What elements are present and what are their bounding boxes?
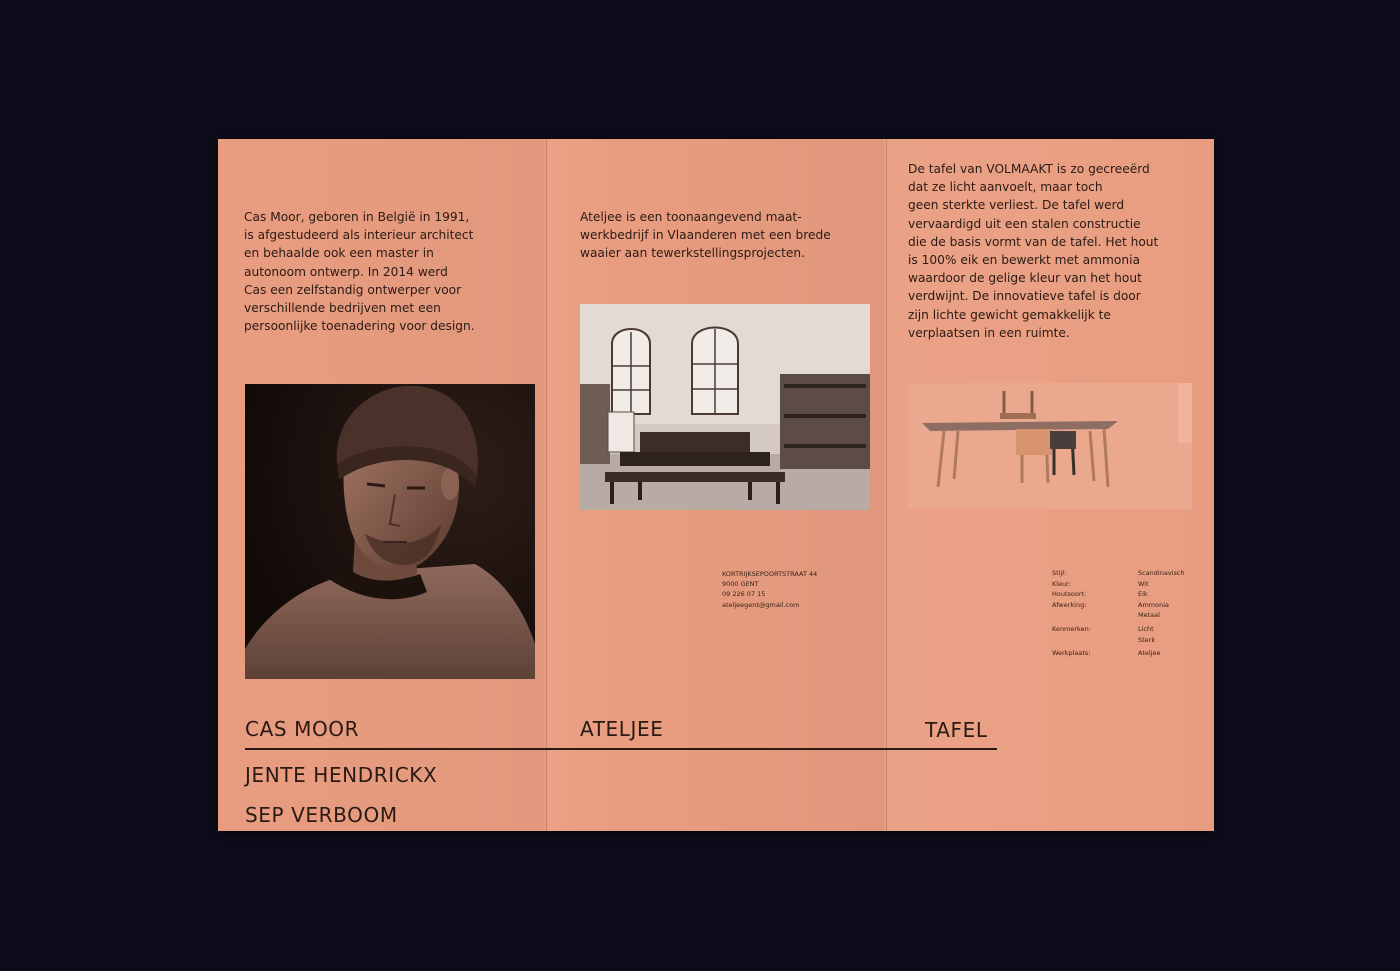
address-city: 9000 GENT bbox=[722, 580, 759, 589]
spec-value: Eik bbox=[1138, 590, 1148, 598]
bio-line: is afgestudeerd als interieur architect bbox=[244, 228, 474, 243]
tafel-line: die de basis vormt van de tafel. Het hout bbox=[908, 234, 1159, 249]
heading-cas-moor: CAS MOOR bbox=[245, 717, 360, 741]
fold-line-left bbox=[546, 139, 547, 831]
spec-value: Sterk bbox=[1138, 635, 1156, 644]
fold-line-right bbox=[886, 139, 887, 831]
tafel-description bbox=[908, 160, 1158, 342]
designer-bio bbox=[244, 208, 475, 335]
ateljee-description bbox=[580, 208, 831, 263]
address-email[interactable]: ateljeegent@gmail.com bbox=[722, 600, 800, 609]
tafel-line: verdwijnt. De innovatieve tafel is door bbox=[908, 289, 1141, 304]
spec-row bbox=[1052, 649, 1212, 659]
folded-brochure bbox=[218, 139, 1214, 831]
heading-ateljee: ATELJEE bbox=[580, 717, 664, 741]
heading-rule bbox=[245, 748, 997, 750]
bio-line: Cas Moor, geboren in België in 1991, bbox=[244, 210, 470, 224]
table-photo bbox=[908, 383, 1192, 509]
tafel-line: is 100% eik en bewerkt met ammonia bbox=[908, 253, 1140, 268]
address-phone: 09 226 07 15 bbox=[722, 590, 766, 599]
workshop-photo bbox=[580, 304, 870, 510]
name-sep: SEP VERBOOM bbox=[245, 803, 398, 827]
spec-row bbox=[1052, 625, 1212, 635]
bio-line: en behaalde ook een master in bbox=[244, 246, 434, 261]
ateljee-line: Ateljee is een toonaangevend maat- bbox=[580, 210, 802, 224]
spec-label: Afwerking: bbox=[1052, 600, 1087, 609]
spec-value: Metaal bbox=[1138, 611, 1160, 619]
ateljee-line: waaier aan tewerkstellingsprojecten. bbox=[580, 246, 806, 261]
spec-label: Houtsoort: bbox=[1052, 590, 1087, 598]
ateljee-line: werkbedrijf in Vlaanderen met een brede bbox=[580, 228, 831, 243]
bio-line: Cas een zelfstandig ontwerper voor bbox=[244, 282, 462, 297]
ateljee-address bbox=[722, 569, 817, 610]
spec-label: Stijl: bbox=[1052, 569, 1067, 577]
spec-row bbox=[1052, 580, 1212, 590]
tafel-line: De tafel van VOLMAAKT is zo gecreeërd bbox=[908, 162, 1150, 176]
bio-line: persoonlijke toenadering voor design. bbox=[244, 319, 475, 334]
spec-label: Kleur: bbox=[1052, 579, 1071, 588]
tafel-line: dat ze licht aanvoelt, maar toch bbox=[908, 180, 1103, 195]
spec-row bbox=[1052, 636, 1212, 646]
spec-value: Ateljee bbox=[1138, 649, 1161, 657]
heading-tafel: TAFEL bbox=[925, 718, 988, 742]
tafel-line: vervaardigd uit een stalen constructie bbox=[908, 216, 1141, 231]
tafel-specs bbox=[1052, 569, 1212, 669]
spec-value: Scandinavisch bbox=[1138, 569, 1185, 577]
tafel-line: verplaatsen in een ruimte. bbox=[908, 325, 1070, 340]
bio-line: verschillende bedrijven met een bbox=[244, 301, 441, 316]
spec-row bbox=[1052, 611, 1212, 621]
tafel-line: waardoor de gelige kleur van het hout bbox=[908, 271, 1142, 286]
address-street: KORTRIJKSEPOORTSTRAAT 44 bbox=[722, 570, 818, 578]
spec-row bbox=[1052, 590, 1212, 600]
portrait-photo bbox=[245, 384, 535, 679]
bio-line: autonoom ontwerp. In 2014 werd bbox=[244, 264, 448, 279]
spec-value: Ammonia bbox=[1138, 600, 1169, 609]
spec-label: Werkplaats: bbox=[1052, 649, 1091, 657]
spec-row bbox=[1052, 569, 1212, 579]
spec-value: Licht bbox=[1138, 625, 1154, 633]
spec-label: Kenmerken: bbox=[1052, 625, 1091, 633]
tafel-line: zijn lichte gewicht gemakkelijk te bbox=[908, 307, 1111, 322]
spec-row bbox=[1052, 601, 1212, 611]
tafel-line: geen sterkte verliest. De tafel werd bbox=[908, 198, 1125, 213]
spec-value: Wit bbox=[1138, 579, 1149, 588]
name-jente: JENTE HENDRICKX bbox=[245, 763, 438, 787]
